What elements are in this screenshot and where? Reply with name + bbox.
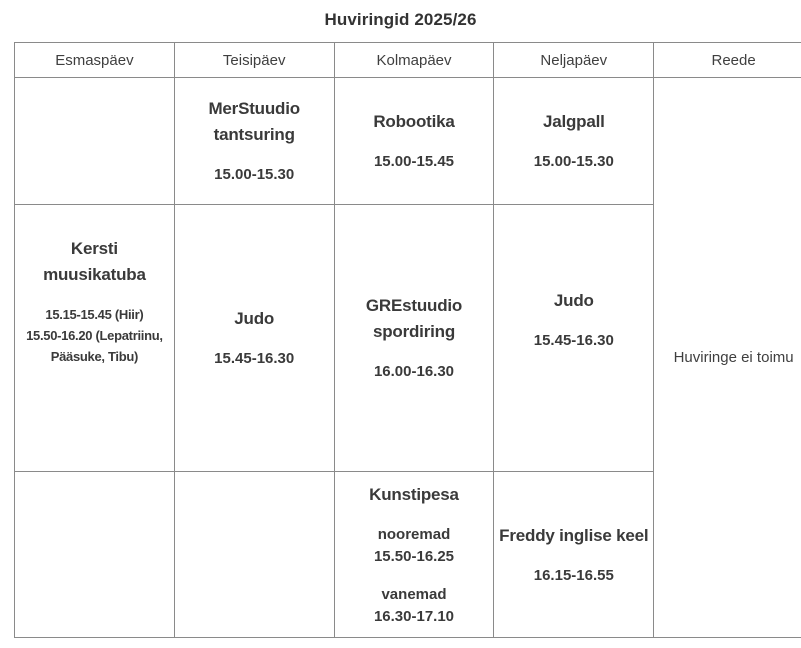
page-title: Huviringid 2025/26 (324, 10, 477, 29)
text-line: Jalgpall (542, 112, 605, 131)
text-line: Freddy inglise keel (499, 525, 649, 545)
text-line: 15.50-16.20 (Lepatriinu, (26, 327, 163, 343)
table-head (15, 43, 801, 78)
activity-time (339, 151, 490, 173)
text-line: vanemad (381, 585, 447, 603)
spacer (19, 420, 170, 441)
text-line: 15.15-15.45 (Hiir) (45, 306, 144, 322)
header-row (15, 43, 801, 78)
text-line: tantsuring (213, 125, 295, 144)
text-line: 15.50-16.25 (373, 547, 455, 565)
activity-name (19, 236, 170, 288)
activity-time (339, 524, 490, 568)
activity-time (498, 330, 649, 352)
text-line: Judo (234, 309, 275, 328)
text-line: 15.45-16.30 (533, 331, 614, 349)
spacer (498, 368, 649, 389)
activity-time (339, 584, 490, 628)
activity-time (498, 565, 649, 587)
text-line: Judo (553, 290, 594, 310)
activity-time (498, 151, 649, 173)
text-line: Huviringe ei toimu (673, 348, 794, 366)
spacer (19, 383, 170, 404)
activity-name (339, 109, 490, 135)
activity-name (339, 293, 490, 345)
activity-time (179, 164, 330, 186)
activity-name (179, 96, 330, 148)
text-line: 16.15-16.55 (533, 566, 614, 584)
table-body (15, 78, 801, 638)
column-header-esmaspaev: Esmaspäev (15, 43, 175, 78)
text-line: 15.00-15.30 (214, 166, 295, 183)
column-header-teisipaev: Teisipäev (174, 43, 334, 78)
activity-time (179, 348, 330, 370)
activity-name (498, 288, 649, 314)
text-line: Pääsuke, Tibu) (50, 348, 139, 364)
cell-esmaspaev-row1 (15, 78, 175, 205)
column-header-kolmapaev: Kolmapäev (334, 43, 494, 78)
text-line: Robootika (373, 112, 455, 131)
cell-neljapaev-row2 (494, 205, 654, 472)
column-header-reede: Reede (654, 43, 801, 78)
text-line: nooremad (377, 525, 451, 543)
cell-reede-row1 (654, 78, 801, 638)
text-line: spordiring (372, 322, 456, 341)
text-line: 16.30-17.10 (373, 607, 455, 625)
text-line: 15.45-16.30 (214, 350, 295, 367)
activity-time (339, 361, 490, 383)
cell-kolmapaev-row1 (334, 78, 494, 205)
text-line: 15.00-15.30 (533, 153, 614, 170)
text-line: muusikatuba (43, 264, 146, 284)
text-line: MerStuudio (208, 99, 300, 118)
schedule-table (14, 42, 801, 638)
activity-name (498, 109, 649, 135)
text-line: GREstuudio (365, 296, 463, 315)
cell-teisipaev-row1 (174, 78, 334, 205)
cell-teisipaev-row3 (174, 472, 334, 638)
cell-esmaspaev-row2 (15, 205, 175, 472)
cell-kolmapaev-row3 (334, 472, 494, 638)
schedule-page (0, 10, 801, 638)
column-header-neljapaev: Neljapäev (494, 43, 654, 78)
cell-kolmapaev-row2 (334, 205, 494, 472)
activity-name (339, 482, 490, 508)
text-line: 16.00-16.30 (373, 363, 455, 380)
text-line: Kersti (70, 238, 118, 258)
cell-neljapaev-row3 (494, 472, 654, 638)
cell-neljapaev-row1 (494, 78, 654, 205)
text-line: 15.00-15.45 (373, 153, 455, 170)
activity-name (179, 306, 330, 332)
table-row-1 (15, 78, 801, 205)
cell-esmaspaev-row3 (15, 472, 175, 638)
activity-time-detail (19, 304, 170, 367)
cell-text (658, 347, 801, 369)
cell-teisipaev-row2 (174, 205, 334, 472)
text-line: Kunstipesa (369, 484, 459, 504)
activity-name (498, 523, 649, 549)
